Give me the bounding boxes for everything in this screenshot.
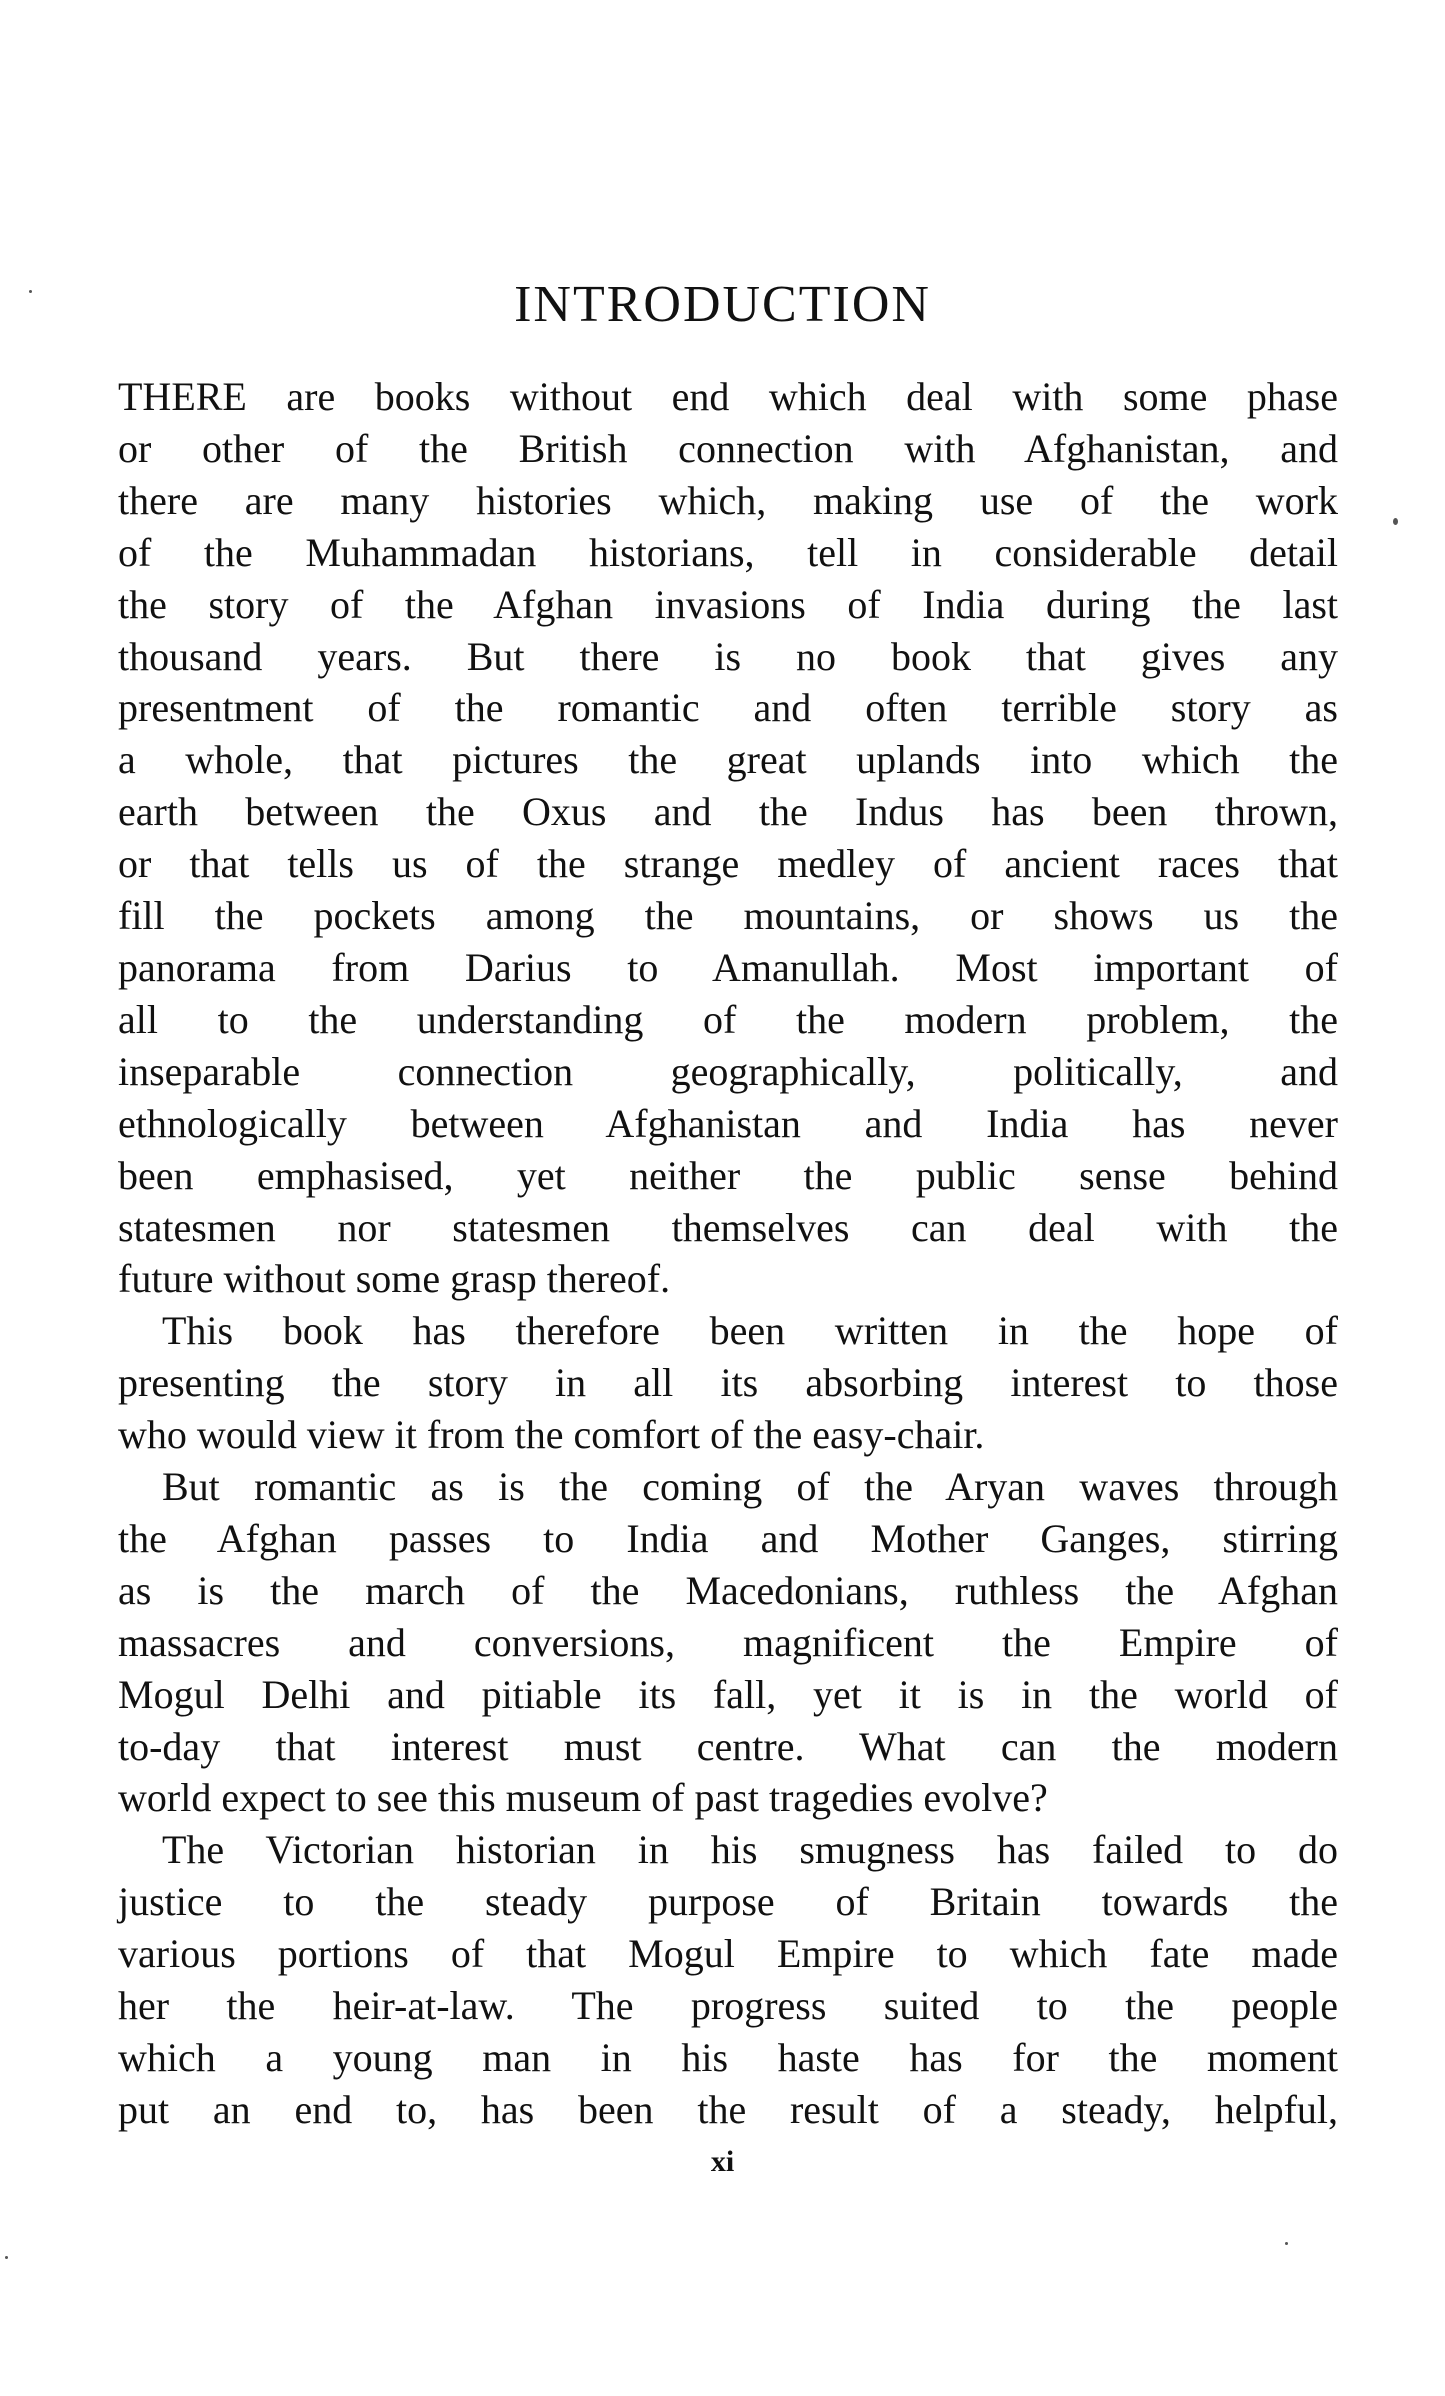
text-line: been emphasised, yet neither the public sense behind xyxy=(118,1152,1338,1198)
print-speck xyxy=(5,2256,8,2259)
paragraph xyxy=(118,1824,1338,2135)
text-line: thousand years. But there is no book that gives any xyxy=(118,633,1338,679)
text-line: presentment of the romantic and often terrible story as xyxy=(118,685,1338,731)
page-number: xi xyxy=(710,2145,735,2178)
text-line: the story of the Afghan invasions of India during the last xyxy=(118,581,1338,627)
text-line: statesmen nor statesmen themselves can deal with the xyxy=(118,1204,1338,1250)
text-line: panorama from Darius to Amanullah. Most important of xyxy=(118,944,1338,990)
text-line: her the heir-at-law. The progress suited to the people xyxy=(118,1983,1338,2029)
text-line: massacres and conversions, magnificent the Empire of xyxy=(118,1619,1338,1665)
text-line: ethnologically between Afghanistan and India has never xyxy=(118,1100,1338,1146)
text-line: This book has therefore been written in the hope of xyxy=(162,1308,1338,1354)
text-line: presenting the story in all its absorbing interest to those xyxy=(118,1360,1338,1406)
text-line: which a young man in his haste has for the moment xyxy=(118,2035,1338,2080)
paragraph xyxy=(118,1461,1338,1824)
text-line: as is the march of the Macedonians, ruthless the Afghan xyxy=(118,1567,1338,1613)
text-line: put an end to, has been the result of a steady, helpful, xyxy=(118,2086,1338,2132)
text-line: Mogul Delhi and pitiable its fall, yet it is in the world of xyxy=(118,1671,1338,1717)
print-speck xyxy=(1393,518,1398,525)
paragraph xyxy=(118,371,1338,1305)
text-line: there are many histories which, making use of the work xyxy=(118,477,1338,523)
text-line: of the Muhammadan historians, tell in considerable detail xyxy=(118,529,1338,575)
text-line: But romantic as is the coming of the Aryan waves through xyxy=(162,1464,1338,1510)
text-line: who would view it from the comfort of the easy-chair. xyxy=(118,1412,985,1458)
text-line: or other of the British connection with Afghanistan, and xyxy=(118,425,1338,471)
text-line: all to the understanding of the modern problem, the xyxy=(118,996,1338,1042)
text-line: future without some grasp thereof. xyxy=(118,1256,671,1302)
text-line: inseparable connection geographically, politically, and xyxy=(118,1048,1338,1094)
text-line: fill the pockets among the mountains, or shows us the xyxy=(118,893,1338,939)
print-speck xyxy=(1285,2242,1288,2245)
text-line: The Victorian historian in his smugness has failed to do xyxy=(162,1827,1338,1873)
drop-word: THERE xyxy=(118,374,247,419)
text-line: world expect to see this museum of past tragedies evolve? xyxy=(118,1775,1048,1821)
text-line: or that tells us of the strange medley of ancient races that xyxy=(118,841,1338,887)
text-line: THERE are books without end which deal with some phase xyxy=(118,374,1338,419)
text-line: earth between the Oxus and the Indus has been thrown, xyxy=(118,789,1338,835)
text-line: the Afghan passes to India and Mother Ganges, stirring xyxy=(118,1515,1338,1561)
paragraph xyxy=(118,1305,1338,1461)
text-line: justice to the steady purpose of Britain towards the xyxy=(118,1879,1338,1925)
chapter-heading: INTRODUCTION xyxy=(514,276,931,333)
text-line: to-day that interest must centre. What can the modern xyxy=(118,1723,1338,1769)
body-text xyxy=(118,371,1338,2136)
print-speck xyxy=(29,290,32,293)
text-line: various portions of that Mogul Empire to which fate made xyxy=(118,1931,1338,1977)
text-line: a whole, that pictures the great uplands into which the xyxy=(118,737,1338,783)
